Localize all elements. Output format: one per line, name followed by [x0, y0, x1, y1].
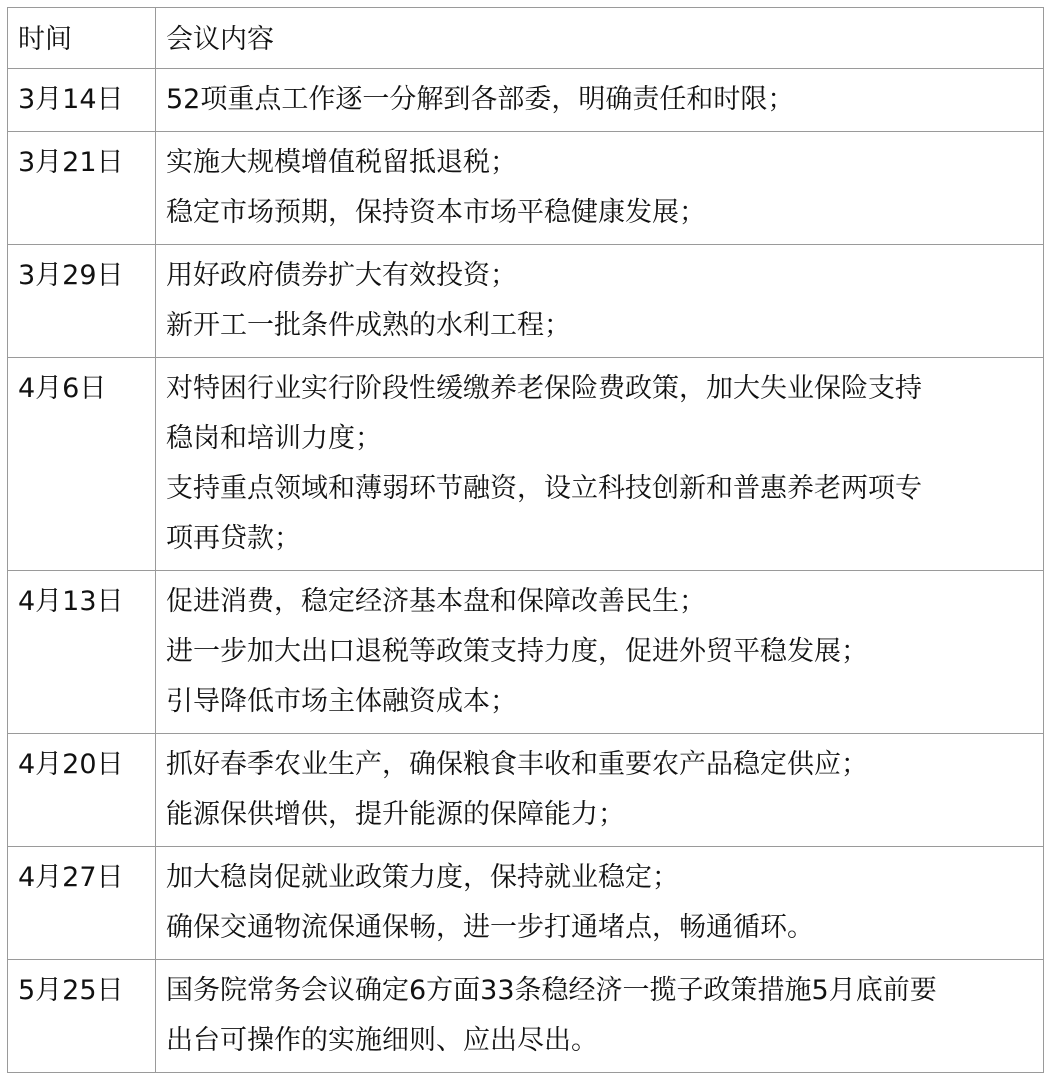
table-row	[8, 69, 1044, 132]
content-line: 项再贷款；	[166, 523, 301, 554]
content-cell	[156, 960, 1044, 1073]
content-line: 出台可操作的实施细则、应出尽出。	[166, 1025, 598, 1056]
content-line: 进一步加大出口退税等政策支持力度，促进外贸平稳发展；	[166, 636, 868, 667]
date-cell: 4月6日	[8, 358, 156, 571]
meeting-table	[7, 7, 1044, 1073]
content-line: 促进消费，稳定经济基本盘和保障改善民生；	[166, 586, 706, 617]
date-cell: 3月29日	[8, 245, 156, 358]
table-row	[8, 245, 1044, 358]
table-row	[8, 847, 1044, 960]
content-cell	[156, 734, 1044, 847]
content-line: 稳定市场预期，保持资本市场平稳健康发展；	[166, 197, 706, 228]
content-line: 对特困行业实行阶段性缓缴养老保险费政策，加大失业保险支持	[166, 373, 922, 404]
content-cell	[156, 245, 1044, 358]
table-body	[8, 69, 1044, 1073]
content-cell	[156, 132, 1044, 245]
content-line: 用好政府债券扩大有效投资；	[166, 260, 517, 291]
date-cell: 3月14日	[8, 69, 156, 132]
content-line: 52项重点工作逐一分解到各部委，明确责任和时限；	[166, 84, 795, 115]
table-row	[8, 571, 1044, 734]
table-row	[8, 358, 1044, 571]
content-line: 引导降低市场主体融资成本；	[166, 686, 517, 717]
content-line: 新开工一批条件成熟的水利工程；	[166, 310, 571, 341]
content-cell	[156, 69, 1044, 132]
date-cell: 4月20日	[8, 734, 156, 847]
date-cell: 5月25日	[8, 960, 156, 1073]
content-line: 实施大规模增值税留抵退税；	[166, 147, 517, 178]
content-cell	[156, 847, 1044, 960]
content-line: 能源保供增供，提升能源的保障能力；	[166, 799, 625, 830]
table-header	[8, 8, 1044, 69]
header-row	[8, 8, 1044, 69]
content-cell	[156, 571, 1044, 734]
content-line: 抓好春季农业生产，确保粮食丰收和重要农产品稳定供应；	[166, 749, 868, 780]
content-line: 支持重点领域和薄弱环节融资，设立科技创新和普惠养老两项专	[166, 473, 922, 504]
table-row	[8, 132, 1044, 245]
content-line: 加大稳岗促就业政策力度，保持就业稳定；	[166, 862, 679, 893]
content-cell	[156, 358, 1044, 571]
header-meeting-content: 会议内容	[156, 8, 1044, 69]
table-row	[8, 734, 1044, 847]
date-cell: 4月27日	[8, 847, 156, 960]
content-line: 稳岗和培训力度；	[166, 423, 382, 454]
date-cell: 4月13日	[8, 571, 156, 734]
header-time: 时间	[8, 8, 156, 69]
content-line: 国务院常务会议确定6方面33条稳经济一揽子政策措施5月底前要	[166, 975, 937, 1006]
table-row	[8, 960, 1044, 1073]
date-cell: 3月21日	[8, 132, 156, 245]
content-line: 确保交通物流保通保畅，进一步打通堵点，畅通循环。	[166, 912, 814, 943]
